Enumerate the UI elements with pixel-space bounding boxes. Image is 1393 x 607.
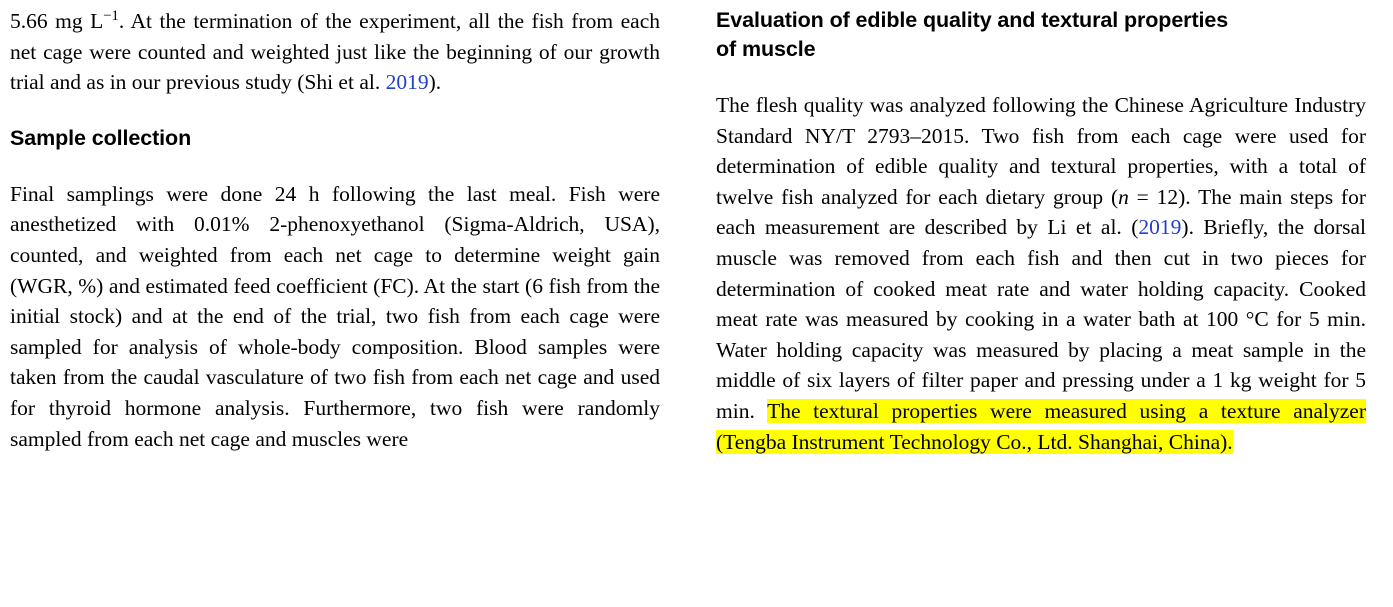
- left-paragraph-1: [10, 6, 660, 98]
- section-heading-evaluation-line-1: Evaluation of edible quality and textural properties: [716, 8, 1229, 32]
- right-p1-text-start: The flesh quality was analyzed following the Chinese Agriculture Industry Standard NY/T 2793–2015. Two fish from each cage were used for determination of edible quality and textural properties, with a total of twelve fish analyzed for each dietary group (: [716, 93, 1366, 209]
- left-p1-superscript: −1: [103, 7, 119, 24]
- two-column-layout: [10, 6, 1383, 457]
- left-p1-text-start: 5.66 mg L: [10, 9, 104, 33]
- left-p1-text-mid: . At the termination of the experiment, all the fish from each net cage were counted and weighted just like the beginning of our growth trial and as in our previous study (Shi et al.: [10, 9, 660, 95]
- highlighted-annotation: The textural properties were measured using a texture analyzer (Tengba Instrument Technology Co., Ltd. Shanghai, China).: [716, 398, 1366, 454]
- section-heading-evaluation-line-2: of muscle: [716, 37, 816, 61]
- right-column: [716, 6, 1366, 457]
- citation-link-li-2019[interactable]: 2019: [1138, 215, 1182, 240]
- left-paragraph-2: Final samplings were done 24 h following the last meal. Fish were anesthetized with 0.01% 2-phenoxyethanol (Sigma-Aldrich, USA), counted, and weighted from each net cage to determine weight gain (WGR, %) and estimated feed coefficient (FC). At the start (6 fish from the initial stock) and at the end of the trial, two fish from each cage were sampled for analysis of whole-body composition. Blood samples were taken from the caudal vasculature of two fish from each net cage and used for thyroid hormone analysis. Furthermore, two fish were randomly sampled from each net cage and muscles were: [10, 181, 660, 451]
- left-column: [10, 6, 660, 457]
- right-paragraph-1: [716, 90, 1366, 457]
- spacer: [10, 98, 660, 124]
- section-heading-sample-collection: Sample collection: [10, 125, 192, 150]
- spacer: [716, 64, 1366, 90]
- right-p1-text-after-citation: ). Briefly, the dorsal muscle was removed from each fish and then cut in two pieces for determination of cooked meat rate and water holding capacity. Cooked meat rate was measured by cooking in a water bath at 100 °C for 5 min. Water holding capacity was measured by placing a meat sample in the middle of six layers of filter paper and pressing under a 1 kg weight for 5 min.: [716, 215, 1366, 423]
- left-p1-text-end: ).: [428, 70, 442, 95]
- spacer: [10, 153, 660, 179]
- citation-link-shi-2019[interactable]: 2019: [385, 70, 429, 95]
- right-p1-italic-n: n: [1118, 184, 1129, 209]
- right-p1-n-value: = 12). The main steps for each measurement are described by Li et al. (: [716, 184, 1366, 240]
